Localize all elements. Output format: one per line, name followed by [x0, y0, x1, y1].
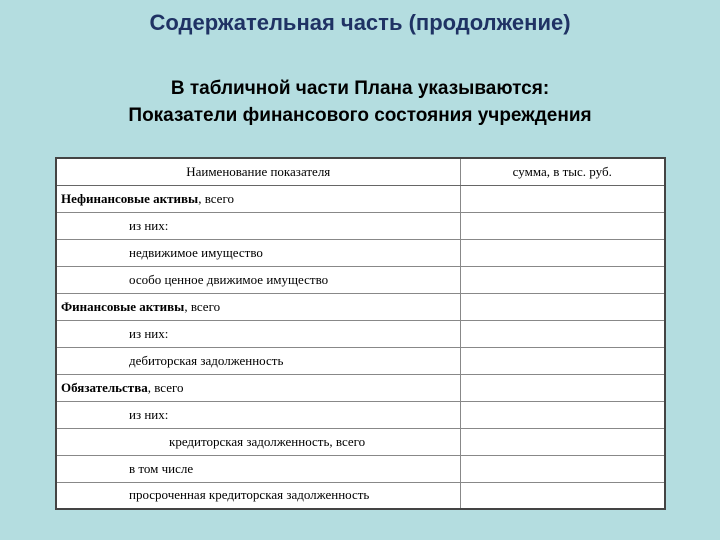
row-label: из них: [56, 212, 460, 239]
row-label-bold: Обязательства [61, 379, 148, 395]
table-header-row [56, 158, 665, 185]
row-sum-cell[interactable] [460, 239, 665, 266]
table-row [56, 212, 665, 239]
header-indicator-name: Наименование показателя [56, 158, 460, 185]
table-row [56, 374, 665, 401]
table-row [56, 320, 665, 347]
row-sum-cell[interactable] [460, 212, 665, 239]
row-label: дебиторская задолженность [56, 347, 460, 374]
row-label-rest: , всего [198, 190, 234, 206]
row-label: просроченная кредиторская задолженность [56, 482, 460, 509]
row-sum-cell[interactable] [460, 293, 665, 320]
table-row [56, 428, 665, 455]
table-row [56, 239, 665, 266]
row-label-bold: Нефинансовые активы [61, 190, 199, 206]
table-row [56, 401, 665, 428]
table-row [56, 347, 665, 374]
row-label: из них: [56, 401, 460, 428]
financial-indicators-table [55, 157, 666, 510]
row-sum-cell[interactable] [460, 320, 665, 347]
row-label: из них: [56, 320, 460, 347]
row-label [56, 293, 460, 320]
row-label [56, 185, 460, 212]
table-row [56, 185, 665, 212]
header-sum: сумма, в тыс. руб. [460, 158, 665, 185]
row-label-rest: , всего [184, 298, 221, 314]
table-row [56, 455, 665, 482]
row-label: в том числе [56, 455, 460, 482]
table-row [56, 482, 665, 509]
row-sum-cell[interactable] [460, 347, 665, 374]
slide-title: Содержательная часть (продолжение) [149, 10, 571, 35]
slide-subtitle [0, 75, 720, 129]
row-label-bold: Финансовые активы [61, 298, 185, 314]
subtitle-line-1: В табличной части Плана указываются: [170, 78, 550, 99]
row-label: особо ценное движимое имущество [56, 266, 460, 293]
row-label: кредиторская задолженность, всего [56, 428, 460, 455]
row-sum-cell[interactable] [460, 185, 665, 212]
row-sum-cell[interactable] [460, 455, 665, 482]
row-sum-cell[interactable] [460, 401, 665, 428]
table-row [56, 293, 665, 320]
subtitle-line-2: Показатели финансового состояния учреждения [128, 105, 592, 126]
row-sum-cell[interactable] [460, 482, 665, 509]
row-sum-cell[interactable] [460, 374, 665, 401]
row-label [56, 374, 460, 401]
row-label-rest: , всего [147, 379, 184, 395]
row-label: недвижимое имущество [56, 239, 460, 266]
row-sum-cell[interactable] [460, 428, 665, 455]
table-row [56, 266, 665, 293]
row-sum-cell[interactable] [460, 266, 665, 293]
